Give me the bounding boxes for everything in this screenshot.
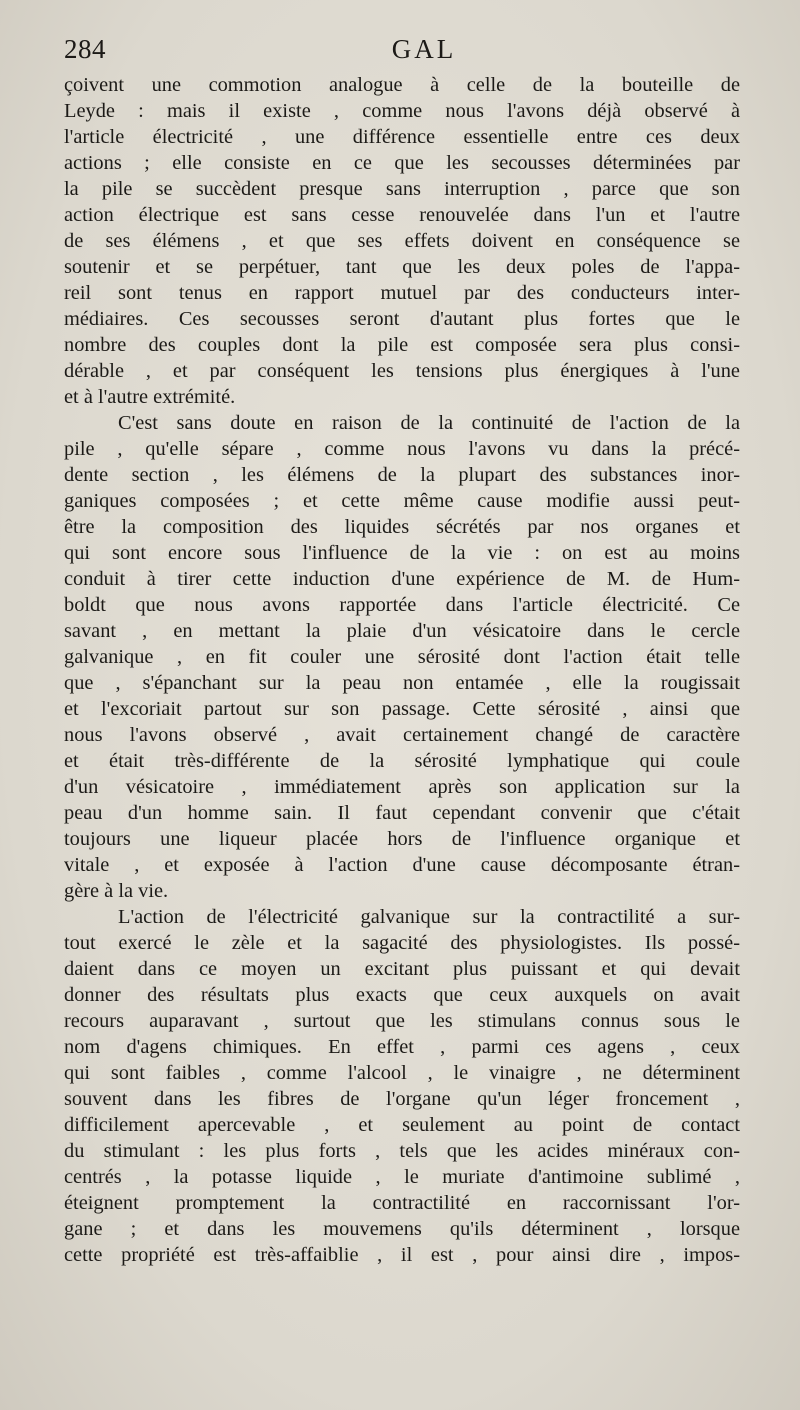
text-line: actions ; elle consiste en ce que les secousses déterminées par	[64, 152, 740, 174]
paragraph-3	[64, 904, 740, 1268]
text-line: conduit à tirer cette induction d'une expérience de M. de Hum-	[64, 568, 740, 590]
text-line: éteignent promptement la contractilité en raccornissant l'or-	[64, 1192, 740, 1214]
text-line: du stimulant : les plus forts , tels que les acides minéraux con-	[64, 1140, 740, 1162]
text-line: qui sont faibles , comme l'alcool , le vinaigre , ne déterminent	[64, 1062, 740, 1084]
text-line: et à l'autre extrémité.	[64, 386, 236, 408]
text-line: çoivent une commotion analogue à celle de la bouteille de	[64, 74, 740, 96]
text-line: d'un vésicatoire , immédiatement après son application sur la	[64, 776, 740, 798]
text-line: toujours une liqueur placée hors de l'influence organique et	[64, 828, 740, 850]
text-line: L'action de l'électricité galvanique sur la contractilité a sur-	[118, 906, 740, 928]
text-line: reil sont tenus en rapport mutuel par des conducteurs inter-	[64, 282, 740, 304]
text-line: action électrique est sans cesse renouvelée dans l'un et l'autre	[64, 204, 740, 226]
text-line: centrés , la potasse liquide , le muriate d'antimoine sublimé ,	[64, 1166, 740, 1188]
text-line: recours auparavant , surtout que les stimulans connus sous le	[64, 1010, 740, 1032]
text-line: pile , qu'elle sépare , comme nous l'avons vu dans la précé-	[64, 438, 740, 460]
text-line: vitale , et exposée à l'action d'une cause décomposante étran-	[64, 854, 740, 876]
text-line: souvent dans les fibres de l'organe qu'un léger froncement ,	[64, 1088, 740, 1110]
text-line: gère à la vie.	[64, 880, 169, 902]
text-line: l'article électricité , une différence essentielle entre ces deux	[64, 126, 740, 148]
text-line: Leyde : mais il existe , comme nous l'avons déjà observé à	[64, 100, 740, 122]
text-line: donner des résultats plus exacts que ceux auxquels on avait	[64, 984, 740, 1006]
text-line: médiaires. Ces secousses seront d'autant plus fortes que le	[64, 308, 740, 330]
text-line: cette propriété est très-affaiblie , il est , pour ainsi dire , impos-	[64, 1244, 740, 1266]
text-line: qui sont encore sous l'influence de la vie : on est au moins	[64, 542, 740, 564]
text-line: la pile se succèdent presque sans interruption , parce que son	[64, 178, 740, 200]
page-header	[64, 34, 740, 70]
text-line: nom d'agens chimiques. En effet , parmi ces agens , ceux	[64, 1036, 740, 1058]
text-line: daient dans ce moyen un excitant plus puissant et qui devait	[64, 958, 740, 980]
text-line: être la composition des liquides sécrétés par nos organes et	[64, 516, 740, 538]
paragraph-1	[64, 72, 740, 410]
text-line: galvanique , en fit couler une sérosité dont l'action était telle	[64, 646, 740, 668]
page-number: 284	[64, 34, 106, 64]
running-head: GAL	[391, 34, 457, 64]
body-text	[64, 72, 740, 1268]
text-line: dérable , et par conséquent les tensions plus énergiques à l'une	[64, 360, 740, 382]
text-line: dente section , les élémens de la plupart des substances inor-	[64, 464, 740, 486]
text-line: et l'excoriait partout sur son passage. Cette sérosité , ainsi que	[64, 698, 740, 720]
text-line: nous l'avons observé , avait certainement changé de caractère	[64, 724, 740, 746]
text-line: savant , en mettant la plaie d'un vésicatoire dans le cercle	[64, 620, 740, 642]
text-line: que , s'épanchant sur la peau non entamée , elle la rougissait	[64, 672, 740, 694]
text-line: boldt que nous avons rapportée dans l'article électricité. Ce	[64, 594, 740, 616]
text-line: gane ; et dans les mouvemens qu'ils déterminent , lorsque	[64, 1218, 740, 1240]
text-line: et était très-différente de la sérosité lymphatique qui coule	[64, 750, 740, 772]
text-line: soutenir et se perpétuer, tant que les deux poles de l'appa-	[64, 256, 740, 278]
text-line: nombre des couples dont la pile est composée sera plus consi-	[64, 334, 740, 356]
text-line: C'est sans doute en raison de la continuité de l'action de la	[118, 412, 740, 434]
paragraph-2	[64, 410, 740, 904]
text-line: peau d'un homme sain. Il faut cependant convenir que c'était	[64, 802, 740, 824]
text-line: de ses élémens , et que ses effets doivent en conséquence se	[64, 230, 740, 252]
text-line: tout exercé le zèle et la sagacité des physiologistes. Ils possé-	[64, 932, 740, 954]
text-line: ganiques composées ; et cette même cause modifie aussi peut-	[64, 490, 740, 512]
text-line: difficilement apercevable , et seulement au point de contact	[64, 1114, 740, 1136]
